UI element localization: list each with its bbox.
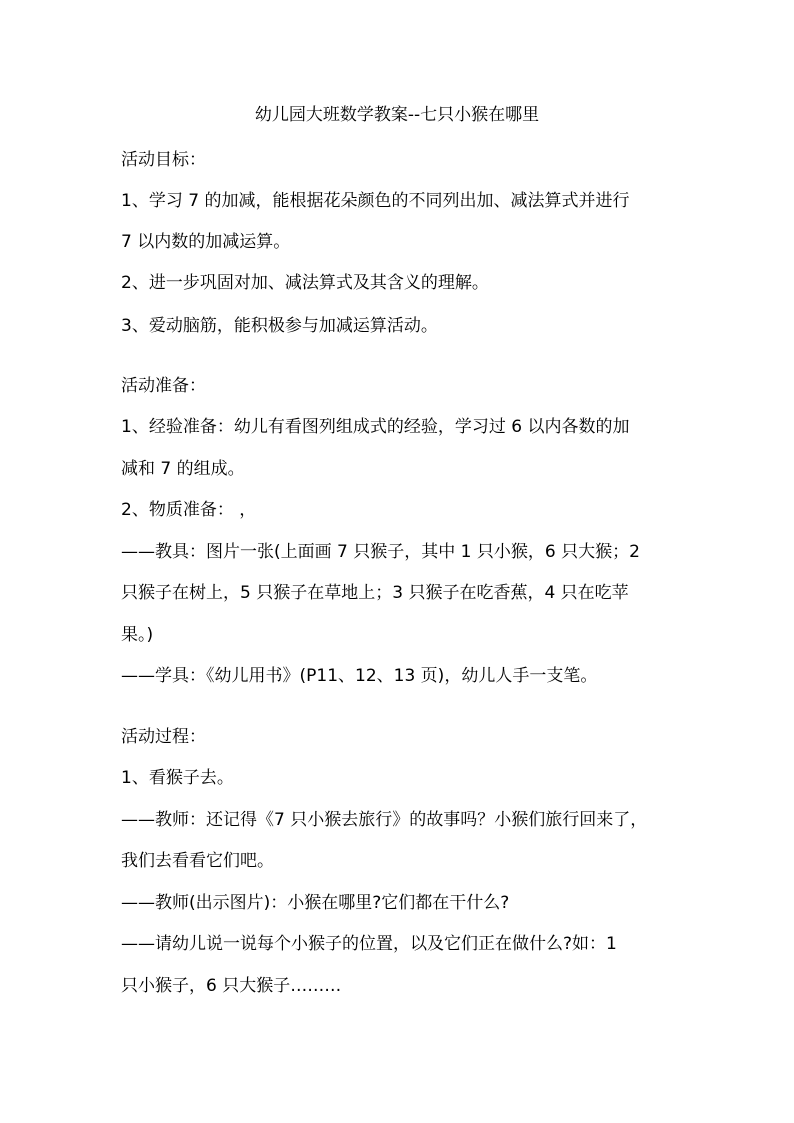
paragraph-line: 1、经验准备：幼儿有看图列组成式的经验，学习过 6 以内各数的加 xyxy=(121,417,630,437)
paragraph-line: 只猴子在树上，5 只猴子在草地上；3 只猴子在吃香蕉，4 只在吃苹 xyxy=(121,583,629,603)
paragraph-line: 2、进一步巩固对加、减法算式及其含义的理解。 xyxy=(121,273,489,293)
paragraph-line: ——教师：还记得《7 只小猴去旅行》的故事吗？小猴们旅行回来了， xyxy=(121,810,648,830)
paragraph-line: 果。) xyxy=(121,625,154,645)
paragraph-line: 2、物质准备： ， xyxy=(121,500,257,520)
paragraph-line: 1、看猴子去。 xyxy=(121,768,234,788)
paragraph-line: 我们去看看它们吧。 xyxy=(121,851,274,871)
paragraph-line: 1、学习 7 的加减，能根据花朵颜色的不同列出加、减法算式并进行 xyxy=(121,191,630,211)
paragraph-line: 只小猴子，6 只大猴子……… xyxy=(121,976,342,996)
paragraph-line: ——学具：《幼儿用书》(P11、12、13 页)，幼儿人手一支笔。 xyxy=(121,666,598,686)
section-heading-preparation: 活动准备： xyxy=(121,376,206,396)
paragraph-line: 3、爱动脑筋，能积极参与加减运算活动。 xyxy=(121,316,438,336)
section-heading-goals: 活动目标： xyxy=(121,150,206,170)
paragraph-line: ——教师(出示图片)：小猴在哪里?它们都在干什么? xyxy=(121,893,510,913)
section-heading-process: 活动过程： xyxy=(121,727,206,747)
paragraph-line: ——请幼儿说一说每个小猴子的位置，以及它们正在做什么?如：1 xyxy=(121,934,617,954)
paragraph-line: ——教具：图片一张(上面画 7 只猴子，其中 1 只小猴，6 只大猴；2 xyxy=(121,542,640,562)
paragraph-line: 7 以内数的加减运算。 xyxy=(121,232,291,252)
paragraph-line: 减和 7 的组成。 xyxy=(121,459,245,479)
document-title: 幼儿园大班数学教案--七只小猴在哪里 xyxy=(254,105,540,125)
